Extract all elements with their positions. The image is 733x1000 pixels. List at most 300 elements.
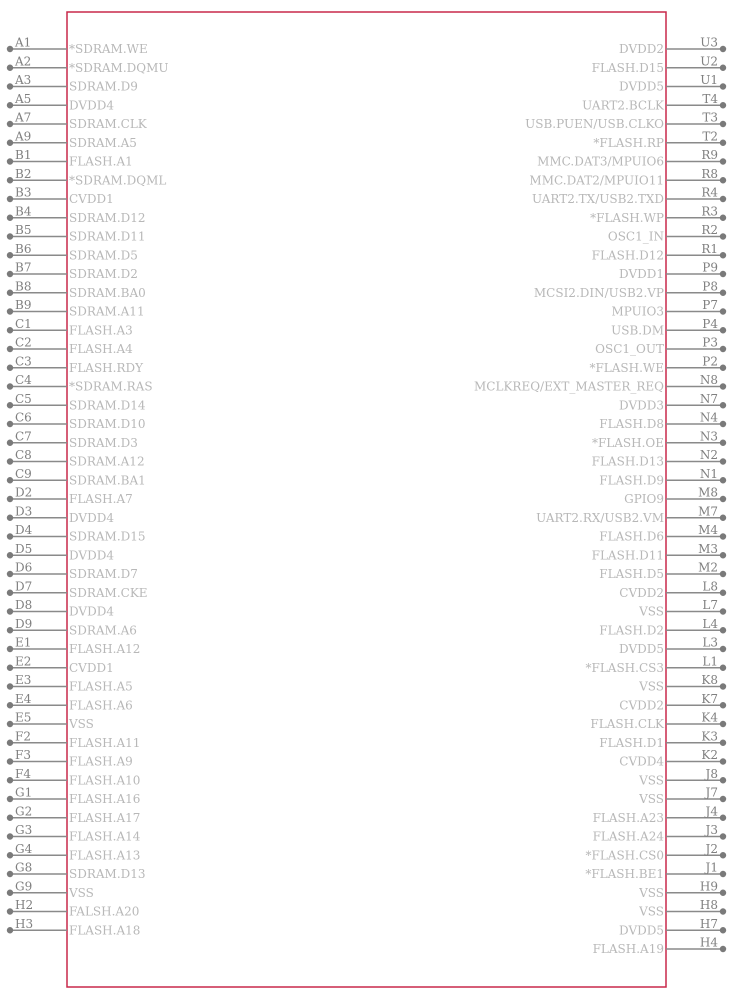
pin-K7 — [619, 692, 726, 713]
pin-end-dot — [7, 833, 13, 839]
pin-U2 — [592, 54, 727, 75]
pin-end-dot — [7, 440, 13, 446]
pin-F2 — [7, 729, 141, 750]
pin-A7 — [7, 111, 148, 132]
pin-end-dot — [720, 871, 726, 877]
pin-end-dot — [720, 46, 726, 52]
pin-number: C6 — [15, 410, 32, 425]
pin-number: T2 — [702, 129, 718, 144]
pin-end-dot — [7, 777, 13, 783]
pin-B4 — [7, 204, 146, 225]
pin-label: FLASH.A14 — [69, 829, 141, 844]
pin-label: SDRAM.D14 — [69, 398, 146, 413]
pin-number: P9 — [702, 260, 718, 275]
pin-end-dot — [720, 158, 726, 164]
pin-label: *SDRAM.DQML — [69, 173, 167, 188]
pin-E4 — [7, 692, 133, 713]
pin-number: A5 — [15, 91, 32, 106]
pin-number: L1 — [702, 654, 718, 669]
pin-number: R4 — [701, 185, 718, 200]
pin-number: K2 — [701, 748, 718, 762]
pin-B9 — [7, 298, 145, 319]
pin-J4 — [593, 804, 727, 825]
pin-C6 — [7, 411, 146, 432]
pin-label: SDRAM.CKE — [69, 585, 148, 600]
pin-end-dot — [7, 252, 13, 258]
pin-label: FLASH.A9 — [69, 754, 133, 769]
pin-end-dot — [7, 365, 13, 371]
pin-label: FLASH.D5 — [599, 567, 664, 581]
pin-L1 — [586, 654, 727, 675]
pin-number: R2 — [701, 223, 718, 237]
pin-J2 — [586, 842, 727, 863]
pin-P2 — [589, 354, 726, 375]
pin-label: GPIO9 — [624, 492, 664, 506]
pin-number: E3 — [15, 673, 32, 687]
pin-end-dot — [720, 196, 726, 202]
pin-label: OSC1_OUT — [595, 342, 664, 356]
pin-end-dot — [7, 290, 13, 296]
pin-R3 — [590, 204, 726, 225]
pin-end-dot — [7, 65, 13, 71]
pin-A3 — [7, 73, 138, 94]
pin-label: MPUIO3 — [611, 304, 664, 319]
pin-M3 — [592, 542, 727, 563]
pin-number: E1 — [15, 635, 32, 650]
pin-end-dot — [720, 233, 726, 239]
pin-C4 — [7, 373, 153, 394]
pin-C3 — [7, 354, 144, 375]
pin-end-dot — [7, 158, 13, 164]
pin-end-dot — [7, 271, 13, 277]
pin-H9 — [638, 879, 726, 900]
pin-L7 — [638, 598, 726, 619]
pin-number: B6 — [15, 241, 32, 256]
pin-number: H7 — [699, 916, 718, 931]
pin-D4 — [7, 523, 146, 544]
pin-number: B7 — [15, 260, 32, 275]
pin-T4 — [582, 92, 726, 113]
pin-label: DVDD5 — [619, 79, 664, 94]
pin-label: SDRAM.D15 — [69, 529, 146, 544]
pin-end-dot — [720, 496, 726, 502]
pin-end-dot — [7, 46, 13, 52]
pin-T2 — [593, 129, 726, 150]
pin-number: J8 — [705, 766, 718, 781]
pin-A9 — [7, 129, 137, 150]
pin-label: VSS — [69, 885, 94, 900]
pin-G2 — [7, 804, 141, 825]
pin-B5 — [7, 223, 146, 244]
pin-M4 — [599, 523, 726, 544]
pin-D7 — [7, 579, 148, 600]
pin-E3 — [7, 673, 133, 694]
pin-C2 — [7, 336, 133, 357]
pin-end-dot — [7, 871, 13, 877]
pin-end-dot — [720, 608, 726, 614]
pin-A2 — [7, 54, 169, 75]
pin-label: DVDD2 — [619, 42, 664, 56]
pin-label: SDRAM.CLK — [69, 117, 147, 131]
pin-number: K4 — [701, 710, 718, 725]
pin-number: M8 — [698, 485, 718, 500]
pin-number: M2 — [698, 560, 718, 575]
pin-end-dot — [720, 683, 726, 689]
pin-label: FLASH.D2 — [599, 623, 664, 638]
pin-E5 — [7, 711, 94, 732]
pin-K3 — [599, 729, 726, 750]
pin-label: *SDRAM.DQMU — [69, 60, 169, 75]
pin-D8 — [7, 598, 115, 619]
pin-R4 — [532, 186, 726, 207]
pin-number: D5 — [15, 541, 33, 556]
pin-number: J4 — [705, 804, 718, 819]
pin-P4 — [611, 317, 726, 338]
pin-label: FLASH.A6 — [69, 698, 133, 713]
pin-label: VSS — [639, 773, 664, 788]
pin-label: FLASH.CLK — [590, 717, 664, 731]
pin-number: D3 — [15, 504, 33, 519]
pin-label: FLASH.A5 — [69, 679, 133, 694]
pin-label: FLASH.A4 — [69, 342, 133, 356]
pin-number: B3 — [15, 185, 32, 200]
pin-label: SDRAM.D12 — [69, 210, 146, 225]
pin-number: N7 — [699, 391, 718, 406]
pin-number: B5 — [15, 223, 32, 237]
pin-H4 — [593, 936, 727, 957]
pin-label: CVDD1 — [69, 192, 114, 206]
pin-number: J2 — [705, 841, 718, 856]
pin-label: FLASH.A19 — [592, 942, 664, 956]
pin-N1 — [599, 467, 726, 488]
pin-end-dot — [7, 758, 13, 764]
pin-end-dot — [720, 571, 726, 577]
pin-end-dot — [720, 477, 726, 483]
pin-end-dot — [720, 327, 726, 333]
pin-end-dot — [720, 646, 726, 652]
pin-label: SDRAM.D11 — [69, 229, 146, 244]
pin-K2 — [619, 748, 726, 769]
pin-number: P7 — [702, 298, 718, 312]
pin-end-dot — [720, 890, 726, 896]
pin-L8 — [619, 579, 726, 600]
pin-H7 — [619, 917, 726, 938]
pin-number: H9 — [699, 879, 718, 894]
left-pin-column — [7, 36, 169, 938]
pin-label: VSS — [639, 792, 664, 806]
pin-label: FLASH.D11 — [591, 548, 664, 563]
pin-G8 — [7, 861, 146, 882]
pin-label: VSS — [69, 717, 94, 731]
pin-end-dot — [720, 852, 726, 858]
pin-label: FLASH.D8 — [599, 417, 664, 431]
pin-label: VSS — [639, 885, 664, 900]
pin-end-dot — [7, 177, 13, 183]
pin-F3 — [7, 748, 133, 769]
pin-N3 — [592, 429, 726, 450]
pin-K4 — [590, 711, 726, 732]
pin-number: G4 — [15, 841, 33, 856]
pin-label: SDRAM.D13 — [69, 867, 146, 881]
pin-end-dot — [7, 571, 13, 577]
pin-label: USB.PUEN/USB.CLKO — [525, 117, 664, 131]
pin-number: J7 — [705, 785, 718, 800]
pin-label: DVDD4 — [69, 98, 114, 113]
pin-number: B8 — [15, 279, 32, 294]
pin-end-dot — [720, 65, 726, 71]
pin-number: B1 — [15, 148, 32, 162]
pin-number: R9 — [701, 148, 718, 162]
pin-G4 — [7, 842, 141, 863]
pin-C9 — [7, 467, 146, 488]
pin-number: D8 — [15, 598, 33, 612]
pin-end-dot — [720, 702, 726, 708]
pin-end-dot — [7, 646, 13, 652]
pin-end-dot — [720, 308, 726, 314]
pin-end-dot — [720, 140, 726, 146]
pin-number: N3 — [699, 429, 718, 444]
pin-label: USB.DM — [611, 323, 664, 338]
pin-end-dot — [720, 665, 726, 671]
pin-label: FLASH.A23 — [592, 810, 664, 825]
pin-label: FLASH.A12 — [69, 642, 141, 656]
pin-D2 — [7, 486, 133, 507]
pin-C1 — [7, 317, 133, 338]
pin-end-dot — [720, 740, 726, 746]
pin-label: SDRAM.D7 — [69, 567, 138, 581]
pin-end-dot — [720, 458, 726, 464]
pin-R9 — [537, 148, 726, 169]
pin-P7 — [612, 298, 727, 319]
pin-end-dot — [7, 421, 13, 427]
pin-label: FLASH.D1 — [599, 735, 664, 750]
pin-end-dot — [720, 440, 726, 446]
pin-J1 — [585, 861, 726, 882]
pin-end-dot — [720, 908, 726, 914]
pin-T3 — [525, 111, 726, 132]
pin-H2 — [7, 898, 140, 919]
pin-B7 — [7, 261, 138, 282]
pin-label: VSS — [639, 679, 664, 694]
pin-number: L8 — [702, 579, 718, 594]
pin-end-dot — [7, 627, 13, 633]
pin-number: C8 — [15, 448, 32, 462]
pin-D5 — [7, 542, 115, 563]
pin-label: FLASH.A24 — [592, 829, 664, 844]
pin-number: L3 — [702, 635, 718, 650]
pin-label: *FLASH.WP — [590, 210, 664, 225]
pin-label: SDRAM.A11 — [69, 304, 145, 319]
pin-label: *FLASH.WE — [589, 360, 664, 375]
right-pin-column — [474, 36, 726, 957]
pin-number: C4 — [15, 373, 32, 387]
pin-end-dot — [7, 852, 13, 858]
pin-J8 — [638, 767, 726, 788]
pin-end-dot — [720, 796, 726, 802]
pin-number: L7 — [702, 598, 718, 612]
pin-end-dot — [720, 365, 726, 371]
pin-number: B4 — [15, 204, 32, 219]
pin-D6 — [7, 561, 138, 582]
pin-number: T3 — [702, 110, 718, 125]
pin-label: FLASH.D9 — [599, 473, 664, 488]
pin-number: C9 — [15, 466, 32, 481]
pin-B8 — [7, 279, 146, 300]
pin-end-dot — [720, 815, 726, 821]
pin-end-dot — [720, 777, 726, 783]
pin-label: SDRAM.D2 — [69, 267, 138, 281]
pin-G9 — [7, 879, 94, 900]
pin-J7 — [638, 786, 726, 807]
pin-number: D4 — [15, 523, 33, 537]
pin-label: UART2.BCLK — [582, 98, 664, 113]
pin-H8 — [638, 898, 726, 919]
pin-N8 — [474, 373, 726, 394]
pin-number: C7 — [15, 429, 32, 444]
pin-label: *FLASH.BE1 — [585, 867, 664, 881]
pin-number: C2 — [15, 335, 32, 350]
pin-end-dot — [7, 927, 13, 933]
pin-end-dot — [720, 271, 726, 277]
pin-number: N8 — [699, 373, 718, 387]
pin-end-dot — [7, 327, 13, 333]
pin-end-dot — [7, 140, 13, 146]
pin-end-dot — [7, 196, 13, 202]
pin-M7 — [536, 504, 726, 525]
pin-number: P4 — [702, 316, 718, 331]
pin-end-dot — [7, 477, 13, 483]
pin-N2 — [592, 448, 727, 469]
pin-number: L4 — [702, 616, 718, 631]
pin-label: FLASH.D6 — [599, 529, 664, 544]
pin-R1 — [592, 242, 727, 263]
pin-label: VSS — [639, 604, 664, 619]
pin-end-dot — [7, 683, 13, 689]
pin-G3 — [7, 823, 141, 844]
pin-end-dot — [7, 721, 13, 727]
pin-B1 — [7, 148, 133, 169]
pin-number: H8 — [699, 898, 718, 912]
pin-label: FLASH.D12 — [591, 248, 664, 263]
pin-U1 — [619, 73, 726, 94]
pin-M2 — [599, 561, 726, 582]
pin-label: FLASH.A10 — [69, 773, 141, 788]
pin-number: D2 — [15, 485, 33, 500]
pin-number: K8 — [701, 673, 718, 687]
pin-end-dot — [7, 515, 13, 521]
pin-label: SDRAM.A12 — [69, 454, 145, 469]
pin-end-dot — [720, 252, 726, 258]
pin-number: D9 — [15, 616, 33, 631]
pin-end-dot — [7, 702, 13, 708]
pin-label: FLASH.D15 — [591, 60, 664, 75]
pin-number: D7 — [15, 579, 33, 594]
pin-number: R3 — [701, 204, 718, 219]
pin-end-dot — [720, 533, 726, 539]
pin-end-dot — [7, 102, 13, 108]
pin-end-dot — [7, 665, 13, 671]
pin-number: H2 — [15, 898, 34, 912]
pin-end-dot — [7, 890, 13, 896]
pin-end-dot — [7, 308, 13, 314]
pin-label: DVDD5 — [619, 923, 664, 938]
pin-C7 — [7, 429, 138, 450]
pin-end-dot — [720, 421, 726, 427]
pin-end-dot — [7, 121, 13, 127]
pin-number: N4 — [699, 410, 718, 425]
pin-number: U1 — [700, 73, 718, 87]
pin-number: A2 — [15, 54, 32, 69]
pin-number: K3 — [701, 729, 718, 744]
pin-number: F4 — [15, 766, 31, 781]
pin-number: J3 — [705, 823, 718, 837]
pin-E2 — [7, 654, 114, 675]
pin-label: SDRAM.BA1 — [69, 473, 146, 488]
pin-number: N1 — [699, 466, 718, 481]
pin-end-dot — [720, 552, 726, 558]
pin-label: FLASH.A1 — [69, 154, 133, 169]
pin-number: P2 — [702, 354, 718, 369]
pin-label: FLASH.A7 — [69, 492, 133, 506]
pin-label: CVDD2 — [619, 585, 664, 600]
pin-end-dot — [7, 496, 13, 502]
pin-label: DVDD4 — [69, 604, 114, 619]
pin-label: DVDD4 — [69, 548, 114, 563]
pin-label: FLASH.A3 — [69, 323, 133, 338]
pin-end-dot — [720, 177, 726, 183]
pin-end-dot — [720, 215, 726, 221]
pin-label: VSS — [639, 904, 664, 919]
pin-label: SDRAM.BA0 — [69, 285, 146, 300]
pin-C8 — [7, 448, 145, 469]
pin-end-dot — [7, 608, 13, 614]
pin-label: FLASH.D13 — [591, 454, 664, 469]
pin-label: MMC.DAT3/MPUIO6 — [537, 154, 664, 169]
pin-number: R8 — [701, 166, 718, 181]
pin-D3 — [7, 504, 115, 525]
pin-label: FLASH.A17 — [69, 810, 141, 825]
pin-end-dot — [7, 215, 13, 221]
pin-number: C1 — [15, 316, 32, 331]
pin-label: SDRAM.D3 — [69, 435, 138, 450]
pin-end-dot — [720, 102, 726, 108]
pin-number: P8 — [702, 279, 718, 294]
pin-number: M4 — [698, 523, 718, 537]
pin-number: G9 — [15, 879, 33, 894]
pin-label: FLASH.RDY — [69, 360, 144, 375]
pin-label: *SDRAM.WE — [69, 42, 148, 56]
pin-number: E5 — [15, 710, 32, 725]
pin-number: F3 — [15, 748, 31, 762]
pin-number: B9 — [15, 298, 32, 312]
pin-end-dot — [7, 740, 13, 746]
pin-B2 — [7, 167, 167, 188]
pin-label: *FLASH.CS0 — [585, 848, 664, 863]
pin-label: MCSI2.DIN/USB2.VP — [533, 285, 664, 300]
pin-label: DVDD3 — [619, 398, 664, 413]
pin-label: SDRAM.D9 — [69, 79, 138, 94]
pin-P3 — [595, 336, 726, 357]
pin-label: CVDD1 — [69, 660, 114, 675]
pin-label: FLASH.A18 — [69, 923, 141, 938]
pin-H3 — [7, 917, 141, 938]
pin-label: *FLASH.CS3 — [585, 660, 664, 675]
pin-end-dot — [7, 796, 13, 802]
pin-label: FALSH.A20 — [69, 904, 140, 919]
pin-end-dot — [720, 402, 726, 408]
pin-number: K7 — [701, 691, 718, 706]
pin-end-dot — [720, 346, 726, 352]
